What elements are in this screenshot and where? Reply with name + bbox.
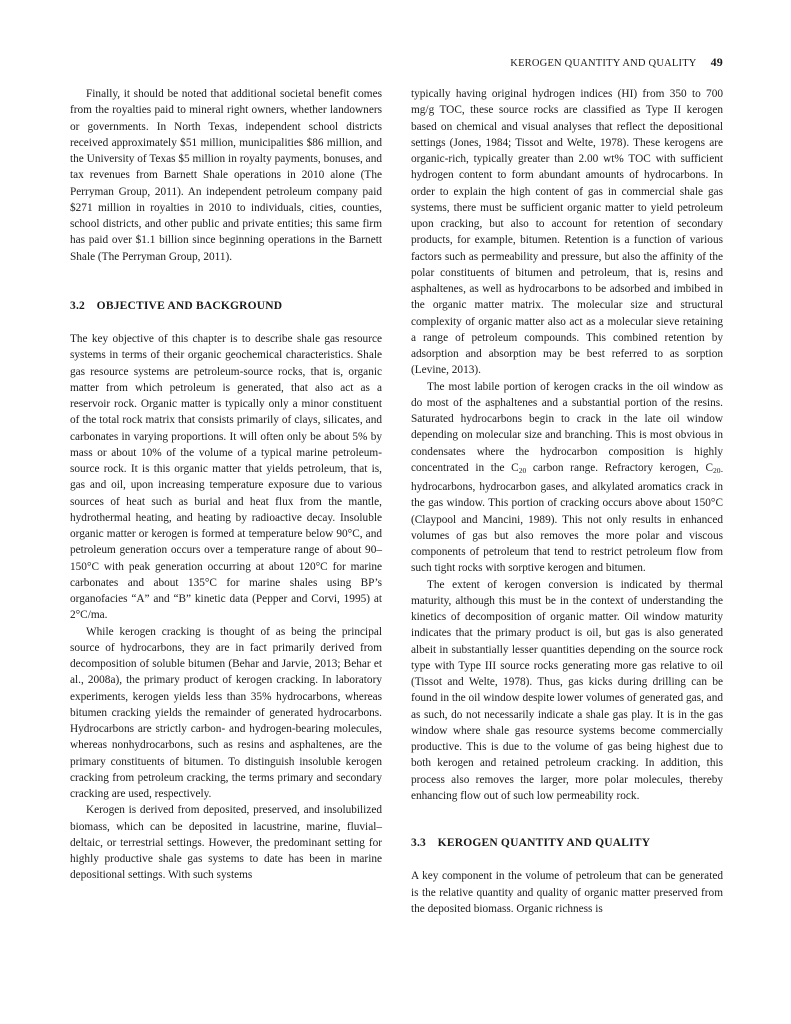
section-heading-3-3: 3.3 KEROGEN QUANTITY AND QUALITY <box>411 837 651 849</box>
paragraph-type-ii-kerogen: typically having original hydrogen indices (HI) from 350 to 700 mg/g TOC, these source rocks are classified as Type II kerogen based on chemical and visual analyses that reflect the depositional settings (Jones, 1984; Tissot and Welte, 1978). These kerogens are organic-rich, typically greater than 2.00 wt% TOC with sufficient hydrogen content to form abundant amounts of hydrocarbons. In order to explain the high content of gas in commercial shale gas systems, there must be sufficient organic matter to yield petroleum upon cracking, but also to account for retention of secondary products, for example, bitumen. Retention is a function of various factors such as permeability and pressure, but also the affinity of the polar constituents of bitumen and petroleum, that is, resins and asphaltenes, as well as hydrocarbons to be adsorbed and imbibed in the organic matter matrix. The molecular size and structural complexity of organic matter also act as a molecular sieve retaining a range of petroleum compounds. This combined retention by adsorption and absorption may be best referred to as sorption (Levine, 2013). <box>411 88 723 377</box>
paragraph-organic-richness: A key component in the volume of petroleum that can be generated is the relative quantity and quality of organic matter preserved from the deposited biomass. Organic richness is <box>411 870 723 915</box>
paragraph-labile-kerogen <box>411 379 723 577</box>
labile-text-a: The most labile portion of kerogen cracks in the oil window as do most of the asphaltenes and a substantial portion of the resins. Saturated hydrocarbons begin to crack in the late oil window depending on molecular size and branching. This is most obvious in condensates where the hydrocarbon composition is highly concentrated in the C <box>411 380 723 474</box>
left-column <box>70 86 382 884</box>
subscript-c20-minus: 20- <box>713 465 723 475</box>
paragraph-kerogen-cracking: While kerogen cracking is thought of as being the principal source of hydrocarbons, they are in fact primarily derived from decomposition of soluble bitumen (Behar and Jarvie, 2013; Behar et al., 2008a), the primary product of kerogen cracking. In laboratory experiments, kerogen yields less than 35% hydrocarbons, whereas bitumen cracking yields the remainder of generated hydrocarbons. Hydrocarbons are strictly carbon- and hydrogen-bearing molecules, whereas nonhydrocarbons, such as resins and asphaltenes, are the primary constituents of bitumen. To distinguish insoluble kerogen cracking from petroleum cracking, the terms primary and secondary cracking are used, respectively. <box>70 625 382 800</box>
labile-text-b: carbon range. Refractory kerogen, C <box>526 461 713 474</box>
running-title: KEROGEN QUANTITY AND QUALITY <box>510 58 697 69</box>
paragraph-thermal-maturity: The extent of kerogen conversion is indicated by thermal maturity, although this must be in the context of understanding the kinetics of decomposition of organic matter. Oil window maturity indicates that the primary product is oil, but gas is also generated albeit in substantially lesser quantities depending on the source rock type with Type III source rocks generating more gas relative to oil (Tissot and Welte, 1978). Thus, gas kicks during drilling can be found in the oil window despite lower volumes of generated gas, and as such, do not necessarily indicate a shale gas play. It is in the gas window where shale gas resource systems become commercially productive. This is due to the volume of gas being highest due to both kerogen and retained petroleum cracking. In addition, this process also removes the larger, more polar molecules, thereby enhancing flow out of such low permeability rock. <box>411 578 723 802</box>
paragraph-royalties: Finally, it should be noted that additional societal benefit comes from the royalties paid to mineral right owners, whether landowners or governments. In North Texas, independent school districts received approximately $51 million, municipalities $86 million, and the University of Texas $5 million in royalty payments, bonuses, and tax revenues from Barnett Shale operations in 2010 alone (The Perryman Group, 2011). An independent petroleum company paid $271 million in royalties in 2010 to individuals, cities, counties, school districts, and other public and private entities; this same firm has paid over $1.1 billion since beginning operations in the Barnett Shale (The Perryman Group, 2011). <box>70 88 382 263</box>
right-column <box>411 86 723 917</box>
page-number: 49 <box>710 55 723 69</box>
paragraph-objective: The key objective of this chapter is to describe shale gas resource systems in terms of their organic geochemical characteristics. Shale gas resource systems are petroleum-source rocks, that is, organic matter from which petroleum is generated, that also act as a reservoir rock. Organic matter is typically only a minor constituent of the total rock matrix that consists primarily of clays, silicates, and carbonates in varying proportions. It will often only be about 5% by mass or about 10% of the volume of a typical marine petroleum-source rock. It is this organic matter that yields petroleum, that is, gas and oil, upon increasing temperature exposure due to various sources of heat such as burial and heat flux from the mantle, hydrothermal heating, and heating by radioactive decay. Insoluble organic matter or kerogen is formed at temperature below 90°C, and petroleum generation occurs over a temperature range of about 90–150°C with peak generation occurring at about 120°C for marine carbonates and about 135°C for marine shales using BP’s organofacies “A” and “B” kinetic data (Pepper and Corvi, 1995) at 2°C/ma. <box>70 333 382 622</box>
subscript-c20: 20 <box>518 465 527 475</box>
labile-text-c: hydrocarbons, hydrocarbon gases, and alkylated aromatics crack in the gas window. This portion of cracking occurs above about 150°C (Claypool and Mancini, 1989). This not only results in enhanced volumes of gas but also removes the more polar and viscous components of petroleum that tend to restrict petroleum flow from such tight rocks with sorptive kerogen and bitumen. <box>411 481 723 575</box>
paragraph-kerogen-origin: Kerogen is derived from deposited, preserved, and insolubilized biomass, which can be deposited in lacustrine, marine, fluvial–deltaic, or terrestrial settings. However, the predominant setting for highly productive shale gas systems to date has been in marine depositional settings. With such systems <box>70 804 382 882</box>
running-header <box>510 55 723 70</box>
section-heading-3-2: 3.2 OBJECTIVE AND BACKGROUND <box>70 299 283 312</box>
